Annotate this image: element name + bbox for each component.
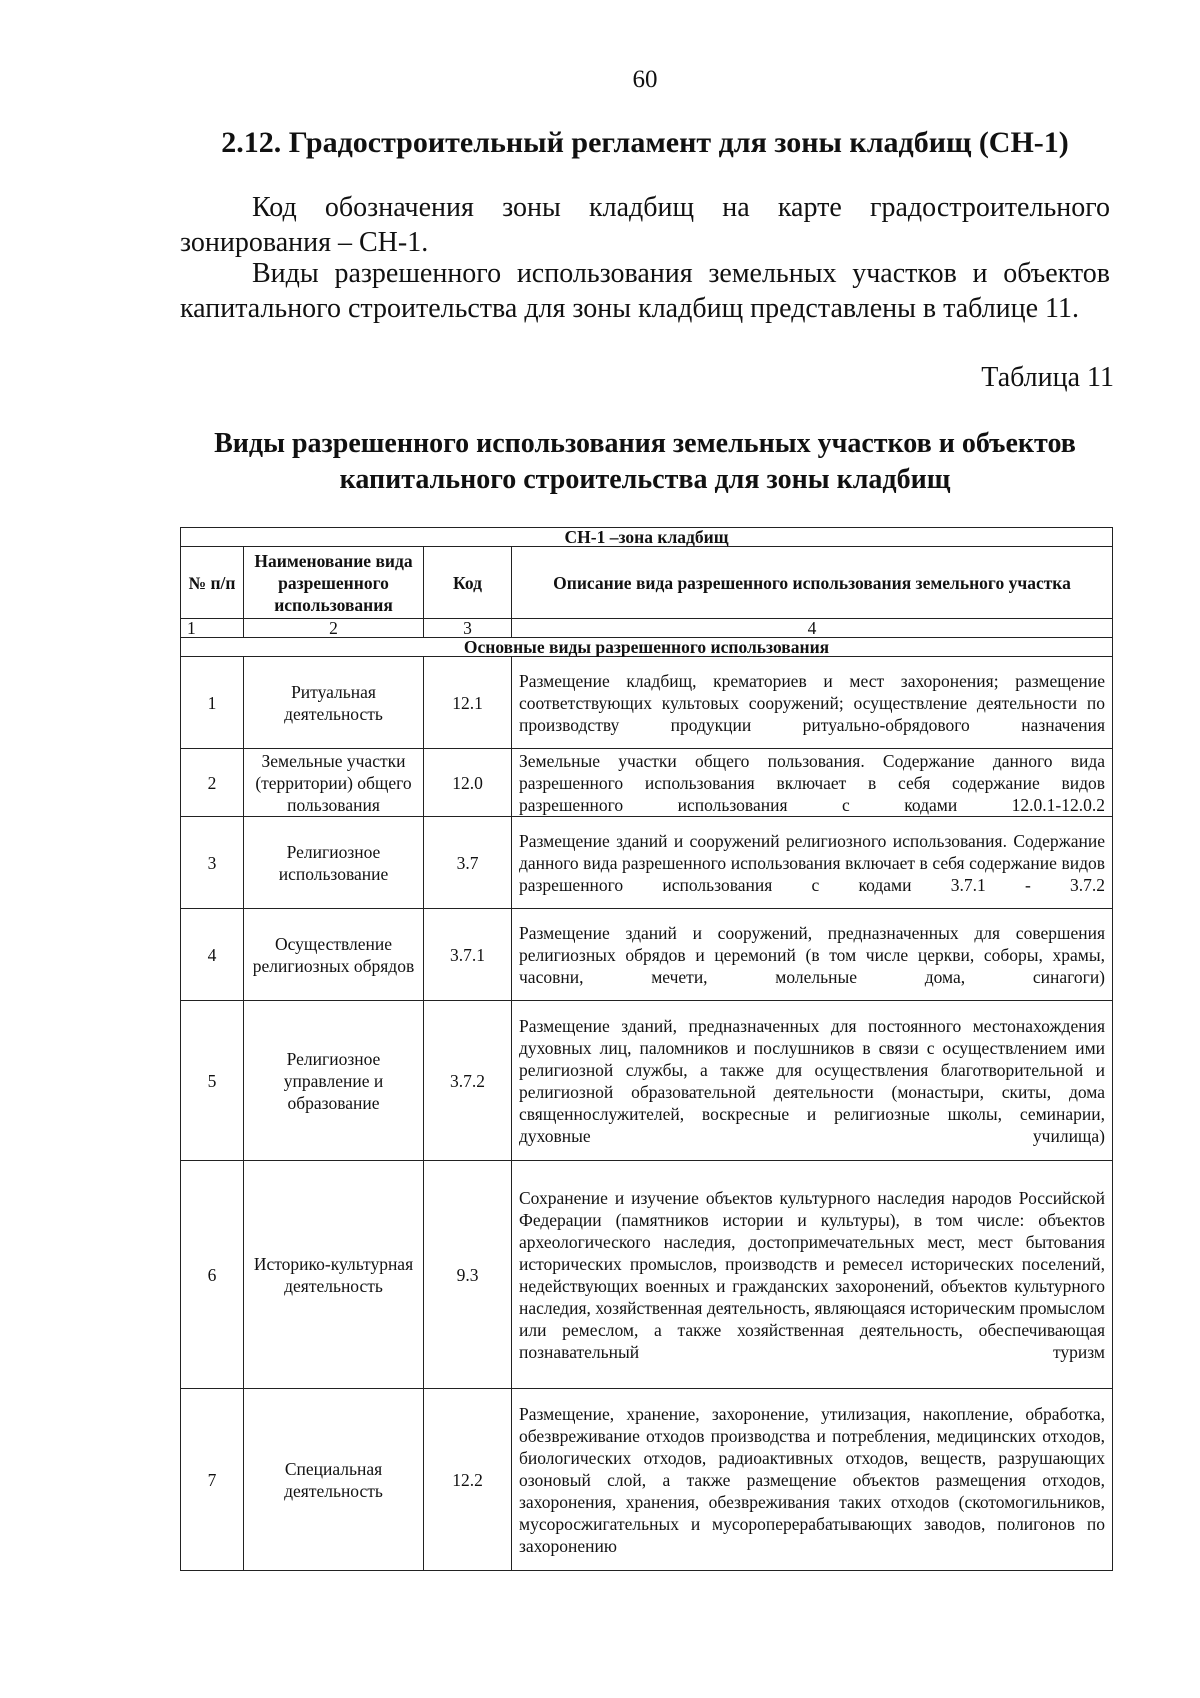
- table-caption: Таблица 11: [981, 362, 1114, 393]
- row-description: Сохранение и изучение объектов культурного наследия народов Российской Федерации (памятников истории и культуры), в том числе: объектов археологического наследия, достопримечательных мест, мест бытования исторических промыслов, производств и ремесел исторических поселений, недействующих военных и гражданских захоронений, объектов культурного наследия, хозяйственная деятельность, являющаяся историческим промыслом или ремеслом, а также хозяйственная деятельность, обеспечивающая познавательный туризм: [512, 1161, 1113, 1389]
- section-title: 2.12. Градостроительный регламент для зоны кладбищ (СН-1): [221, 126, 1069, 159]
- table-row: [181, 1001, 1113, 1161]
- row-description: Размещение кладбищ, крематориев и мест захоронения; размещение соответствующих культовых сооружений; осуществление деятельности по производству продукции ритуально-обрядового назначения: [512, 657, 1113, 749]
- row-code: 9.3: [424, 1161, 512, 1389]
- row-code: 12.2: [424, 1389, 512, 1571]
- column-number: 3: [424, 619, 512, 638]
- row-name: Религиозное управление и образование: [244, 1001, 424, 1161]
- row-name: Земельные участки (территории) общего пользования: [244, 749, 424, 817]
- column-number: 2: [244, 619, 424, 638]
- table-row: [181, 657, 1113, 749]
- zone-header-row: [181, 528, 1113, 547]
- table-row: [181, 749, 1113, 817]
- row-description: Размещение зданий и сооружений, предназначенных для совершения религиозных обрядов и церемоний (в том числе церкви, соборы, храмы, часовни, мечети, молельные дома, синагоги): [512, 909, 1113, 1001]
- column-header-name: Наименование вида разрешенного использования: [244, 547, 424, 619]
- table-row: [181, 909, 1113, 1001]
- paragraph-zone-code: [180, 190, 1110, 260]
- paragraph-table-reference: [180, 256, 1110, 326]
- row-code: 3.7.1: [424, 909, 512, 1001]
- row-num: 1: [181, 657, 244, 749]
- column-header-num: № п/п: [181, 547, 244, 619]
- column-number: 4: [512, 619, 1113, 638]
- page-number: 60: [632, 66, 658, 93]
- paragraph-text: Виды разрешенного использования земельных участков и объектов капитального строительства для зоны кладбищ представлены в таблице 11.: [180, 258, 1110, 324]
- column-header-code: Код: [424, 547, 512, 619]
- row-name: Специальная деятельность: [244, 1389, 424, 1571]
- zone-header: СН-1 –зона кладбищ: [181, 528, 1113, 547]
- table-row: [181, 817, 1113, 909]
- table-heading: Виды разрешенного использования земельных участков и объектов капитального строительства для зоны кладбищ: [214, 428, 1076, 495]
- row-code: 12.1: [424, 657, 512, 749]
- row-name: Историко-культурная деятельность: [244, 1161, 424, 1389]
- row-description: Размещение зданий и сооружений религиозного использования. Содержание данного вида разрешенного использования включает в себя содержание видов разрешенного использования с кодами 3.7.1 - 3.7.2: [512, 817, 1113, 909]
- row-description: Размещение зданий, предназначенных для постоянного местонахождения духовных лиц, паломников и послушников в связи с осуществлением ими религиозной службы, а также для осуществления благотворительной и религиозной образовательной деятельности (монастыри, скиты, дома священнослужителей, воскресные и религиозные школы, семинарии, духовные училища): [512, 1001, 1113, 1161]
- permitted-use-table: [180, 527, 1113, 1571]
- row-code: 3.7.2: [424, 1001, 512, 1161]
- paragraph-text: Код обозначения зоны кладбищ на карте градостроительного зонирования – СН-1.: [180, 192, 1110, 258]
- table-row: [181, 1389, 1113, 1571]
- row-num: 3: [181, 817, 244, 909]
- column-header-description: Описание вида разрешенного использования земельного участка: [512, 547, 1113, 619]
- group-header: Основные виды разрешенного использования: [181, 638, 1113, 657]
- group-header-row: [181, 638, 1113, 657]
- row-num: 4: [181, 909, 244, 1001]
- row-code: 3.7: [424, 817, 512, 909]
- row-name: Ритуальная деятельность: [244, 657, 424, 749]
- row-num: 7: [181, 1389, 244, 1571]
- row-name: Осуществление религиозных обрядов: [244, 909, 424, 1001]
- table-row: [181, 1161, 1113, 1389]
- row-code: 12.0: [424, 749, 512, 817]
- row-num: 5: [181, 1001, 244, 1161]
- column-number-row: [181, 619, 1113, 638]
- column-header-row: [181, 547, 1113, 619]
- row-num: 6: [181, 1161, 244, 1389]
- row-name: Религиозное использование: [244, 817, 424, 909]
- row-description: Земельные участки общего пользования. Содержание данного вида разрешенного использования включает в себя содержание видов разрешенного использования с кодами 12.0.1-12.0.2: [512, 749, 1113, 817]
- row-description: Размещение, хранение, захоронение, утилизация, накопление, обработка, обезвреживание отходов производства и потребления, медицинских отходов, биологических отходов, радиоактивных отходов, веществ, разрушающих озоновый слой, а также размещение объектов размещения отходов, захоронения, хранения, обезвреживания таких отходов (скотомогильников, мусоросжигательных и мусороперерабатывающих заводов, полигонов по захоронению: [512, 1389, 1113, 1571]
- column-number: 1: [181, 619, 244, 638]
- row-num: 2: [181, 749, 244, 817]
